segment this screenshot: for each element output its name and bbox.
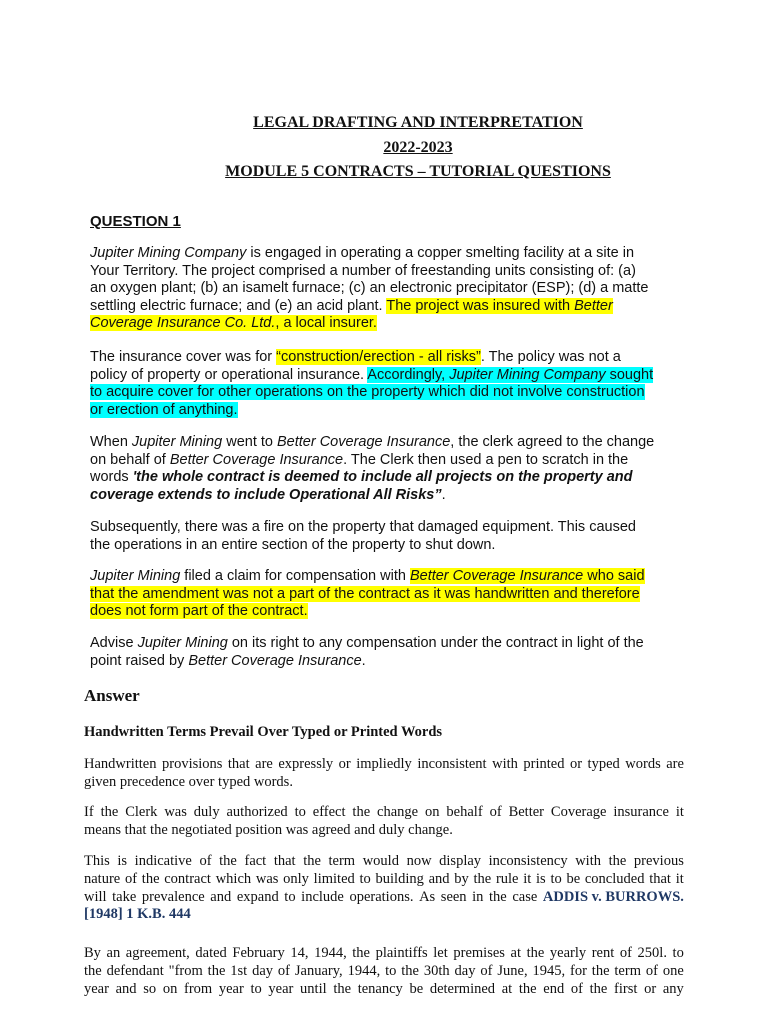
- word: the: [219, 853, 237, 869]
- text: Advise: [90, 635, 138, 651]
- word: now: [406, 853, 432, 869]
- word: indicative: [134, 853, 192, 869]
- word: in: [472, 888, 484, 905]
- line: means that the negotiated position was agreed and duly change.: [84, 821, 453, 838]
- word: be: [409, 980, 424, 997]
- word: premises: [453, 945, 505, 961]
- word: only: [283, 870, 309, 887]
- word: the: [591, 962, 610, 979]
- highlight-yellow: [386, 298, 612, 314]
- word: inconsistent: [417, 756, 487, 772]
- handwritten-amendment: coverage extends to include Operational All Risks”: [90, 486, 442, 503]
- text: went to: [222, 434, 277, 450]
- word: to: [284, 888, 296, 905]
- word: insurance: [613, 804, 669, 820]
- justified-line: [84, 871, 684, 889]
- word: building: [375, 870, 424, 887]
- insurer-name: Better Coverage Insurance: [409, 568, 584, 584]
- word: This: [84, 853, 110, 869]
- word: include: [301, 888, 344, 905]
- line: an oxygen plant; (b) an isamelt furnace; (c) an electronic precipitator (ESP); (d) a matte: [90, 280, 649, 297]
- module-title: MODULE 5 CONTRACTS – TUTORIAL QUESTIONS: [225, 163, 611, 180]
- word: at: [510, 945, 521, 961]
- text: policy of property or operational insurance.: [90, 366, 368, 383]
- word: Clerk: [125, 804, 158, 820]
- question-paragraph-1: [90, 245, 678, 333]
- text: filed a claim for compensation with: [180, 568, 410, 584]
- word: it: [675, 870, 684, 887]
- word: the: [489, 888, 507, 905]
- word: take: [112, 888, 137, 905]
- text: on behalf of: [90, 451, 170, 468]
- word: year: [268, 980, 294, 997]
- text: The project was insured with: [386, 297, 575, 314]
- line: [90, 349, 678, 367]
- text: When: [90, 434, 132, 450]
- word: Better: [508, 804, 544, 820]
- highlight-yellow: does not form part of the contract.: [90, 603, 308, 620]
- word: be: [566, 870, 581, 887]
- word: expressly: [278, 756, 334, 772]
- word: to: [294, 804, 306, 820]
- party-name: Jupiter Mining Company: [90, 245, 247, 261]
- word: provisions: [161, 756, 223, 772]
- word: from: [183, 980, 213, 997]
- word: so: [143, 980, 157, 997]
- word: is: [536, 870, 546, 887]
- line: [90, 298, 678, 316]
- word: to: [359, 870, 371, 887]
- word: limited: [313, 870, 355, 887]
- party-name: Jupiter Mining: [90, 568, 181, 584]
- text: words: [90, 469, 133, 486]
- word: inconsistency: [488, 853, 568, 869]
- highlight-cyan: or erection of anything.: [90, 401, 238, 418]
- word: on: [425, 804, 440, 820]
- question-paragraph-5: [90, 568, 678, 621]
- line: [90, 487, 678, 505]
- case-citation: [1948] 1 K.B. 444: [84, 906, 191, 923]
- word: 1945,: [532, 962, 566, 979]
- case-citation: ADDIS v. BURROWS.: [542, 888, 684, 905]
- highlight-cyan: [367, 367, 653, 383]
- word: term: [328, 853, 356, 869]
- word: yearly: [549, 945, 587, 961]
- word: it: [675, 804, 684, 820]
- word: or: [338, 756, 351, 772]
- text: .: [361, 652, 366, 669]
- word: the: [207, 962, 226, 979]
- justified-line: [84, 889, 684, 907]
- word: typed: [587, 756, 620, 772]
- word: of: [124, 870, 138, 887]
- question-paragraph-4: [90, 519, 678, 554]
- text: sought: [605, 366, 654, 383]
- word: previous: [633, 853, 684, 869]
- word: rule: [495, 870, 519, 887]
- answer-paragraph-4: [84, 945, 684, 998]
- word: operations.: [349, 888, 414, 905]
- line: [90, 586, 678, 604]
- word: to: [672, 945, 684, 961]
- word: and: [210, 888, 232, 905]
- word: of: [619, 945, 632, 961]
- word: agreement,: [125, 945, 190, 961]
- text: , the clerk agreed to the change: [450, 434, 655, 450]
- academic-year: 2022-2023: [383, 139, 453, 156]
- highlight-yellow: “construction/erection - all risks”: [276, 349, 481, 365]
- line: [90, 635, 678, 653]
- word: Handwritten: [84, 756, 157, 772]
- word: are: [255, 756, 273, 772]
- word: let: [433, 945, 448, 961]
- answer-paragraph-3: [84, 853, 684, 924]
- word: change: [377, 804, 419, 820]
- text: , a local insurer.: [275, 315, 377, 332]
- word: day: [252, 962, 274, 979]
- answer-paragraph-2: [84, 804, 684, 840]
- word: term: [614, 962, 641, 979]
- insurer-name: Better Coverage Insurance: [277, 434, 451, 450]
- word: will: [84, 888, 107, 905]
- word: nature: [84, 870, 121, 887]
- word: an: [106, 945, 121, 961]
- word: on: [162, 980, 178, 997]
- word: any: [662, 980, 684, 997]
- word: year: [218, 980, 244, 997]
- text: . The Clerk then used a pen to scratch in the: [343, 451, 629, 468]
- word: June,: [497, 962, 528, 979]
- word: impliedly: [356, 756, 412, 772]
- word: until: [300, 980, 327, 997]
- word: at: [501, 980, 513, 997]
- word: seen: [440, 888, 467, 905]
- word: of: [199, 853, 212, 869]
- word: the: [84, 962, 102, 979]
- word: the: [333, 980, 352, 997]
- line: Subsequently, there was a fire on the property that damaged equipment. This caused: [90, 519, 636, 535]
- text: is engaged in operating a copper smelting facility at a site in: [246, 245, 635, 261]
- word: it: [523, 870, 532, 887]
- word: 30th: [423, 962, 450, 979]
- line: [90, 367, 678, 385]
- text: Accordingly,: [367, 366, 450, 383]
- word: is: [117, 853, 128, 869]
- word: would: [362, 853, 399, 869]
- handwritten-amendment: 'the whole contract is deemed to include all projects on the property and: [132, 469, 633, 486]
- word: Coverage: [550, 804, 607, 820]
- justified-line: [84, 853, 684, 871]
- word: that: [649, 870, 671, 887]
- line: [90, 384, 678, 402]
- word: the: [352, 804, 371, 820]
- word: expand: [236, 888, 279, 905]
- line: [90, 653, 678, 671]
- word: If: [84, 804, 94, 820]
- word: which: [215, 870, 252, 887]
- word: 1944,: [314, 945, 347, 961]
- text: .: [441, 486, 446, 503]
- line: [90, 603, 678, 621]
- word: was: [255, 870, 279, 887]
- word: fact: [244, 853, 267, 869]
- highlight-cyan: to acquire cover for other operations on the property which did not involve construction: [90, 384, 645, 401]
- question-paragraph-6: [90, 635, 678, 670]
- word: 1st: [230, 962, 248, 979]
- word: that: [273, 853, 296, 869]
- justified-line: [84, 981, 684, 999]
- word: the: [141, 870, 160, 887]
- text: . The policy was not a: [480, 349, 621, 365]
- highlight-yellow: [410, 568, 645, 584]
- text: on its right to any compensation under the contract in light of the: [227, 635, 644, 651]
- question-paragraph-2: [90, 349, 678, 419]
- word: prevalence: [141, 888, 205, 905]
- justified-line: [84, 756, 684, 774]
- highlight-yellow: that the amendment was not a part of the contract as it was handwritten and therefore: [90, 585, 640, 602]
- word: of: [480, 962, 493, 979]
- insurer-name: Better: [574, 297, 613, 314]
- word: the: [401, 962, 419, 979]
- word: was: [164, 804, 187, 820]
- word: rent: [591, 945, 615, 961]
- line: [90, 402, 678, 420]
- justified-line: [84, 804, 684, 822]
- word: that: [227, 756, 250, 772]
- word: tenancy: [357, 980, 403, 997]
- word: printed: [523, 756, 565, 772]
- line: [90, 568, 678, 586]
- word: concluded: [584, 870, 645, 887]
- text: The insurance cover was for: [90, 349, 277, 365]
- text: who said: [583, 568, 645, 584]
- word: defendant: [106, 962, 164, 979]
- party-name: Jupiter Mining Company: [449, 366, 606, 383]
- word: to: [385, 962, 397, 979]
- word: the: [589, 980, 608, 997]
- word: February: [232, 945, 285, 961]
- word: one: [662, 962, 684, 979]
- word: determined: [429, 980, 496, 997]
- line: the operations in an entire section of the property to shut down.: [90, 536, 496, 553]
- line: Your Territory. The project comprised a number of freestanding units consisting of: (a): [90, 262, 636, 279]
- word: first: [614, 980, 638, 997]
- word: As: [419, 888, 436, 905]
- party-name: Jupiter Mining: [131, 434, 223, 450]
- text: point raised by: [90, 652, 189, 669]
- word: dated: [195, 945, 227, 961]
- word: year: [84, 980, 109, 997]
- word: of: [570, 980, 583, 997]
- document-title: LEGAL DRAFTING AND INTERPRETATION: [253, 114, 583, 131]
- word: behalf: [446, 804, 483, 820]
- answer-heading: Answer: [84, 686, 140, 705]
- insurer-name: Coverage Insurance Co. Ltd.: [90, 315, 276, 332]
- word: day: [454, 962, 476, 979]
- word: contract: [164, 870, 211, 887]
- insurer-name: Better Coverage Insurance: [188, 652, 362, 669]
- word: the: [608, 853, 627, 869]
- word: to: [550, 870, 562, 887]
- word: of: [645, 962, 658, 979]
- justified-line: [84, 945, 684, 963]
- answer-subheading: Handwritten Terms Prevail Over Typed or Printed Words: [84, 724, 443, 740]
- line: [90, 245, 678, 263]
- word: 250l.: [637, 945, 667, 961]
- word: with: [575, 853, 601, 869]
- line: [90, 434, 678, 452]
- justified-line: [84, 963, 684, 981]
- question-paragraph-3: [90, 434, 678, 504]
- word: or: [644, 980, 657, 997]
- party-name: Jupiter Mining: [137, 635, 228, 651]
- word: 14,: [290, 945, 309, 961]
- word: end: [543, 980, 565, 997]
- word: authorized: [226, 804, 288, 820]
- answer-paragraph-1: [84, 756, 684, 792]
- word: the: [526, 945, 545, 961]
- word: case: [512, 888, 538, 905]
- line: [90, 452, 678, 470]
- insurer-name: Better Coverage Insurance: [169, 451, 344, 468]
- word: with: [492, 756, 518, 772]
- word: and: [428, 870, 450, 887]
- word: By: [84, 945, 101, 961]
- word: display: [439, 853, 482, 869]
- word: the: [518, 980, 537, 997]
- text: settling electric furnace; and (e) an acid plant.: [90, 297, 387, 314]
- word: 1944,: [347, 962, 381, 979]
- word: or: [569, 756, 583, 772]
- word: plaintiffs: [375, 945, 428, 961]
- word: duly: [193, 804, 220, 820]
- word: for: [569, 962, 587, 979]
- word: are: [666, 756, 684, 772]
- word: of: [277, 962, 291, 979]
- word: the: [473, 870, 492, 887]
- word: effect: [312, 804, 346, 820]
- highlight-yellow: [90, 315, 377, 331]
- word: by: [454, 870, 469, 887]
- word: and: [115, 980, 137, 997]
- line: [90, 469, 678, 487]
- word: to: [250, 980, 262, 997]
- line: given precedence over typed words.: [84, 773, 293, 790]
- question-title: QUESTION 1: [90, 213, 181, 230]
- word: January,: [294, 962, 343, 979]
- line: [90, 315, 678, 333]
- word: of: [489, 804, 502, 820]
- word: words: [625, 756, 661, 772]
- word: the: [303, 853, 321, 869]
- word: the: [352, 945, 370, 961]
- word: the: [100, 804, 119, 820]
- word: "from: [168, 962, 203, 979]
